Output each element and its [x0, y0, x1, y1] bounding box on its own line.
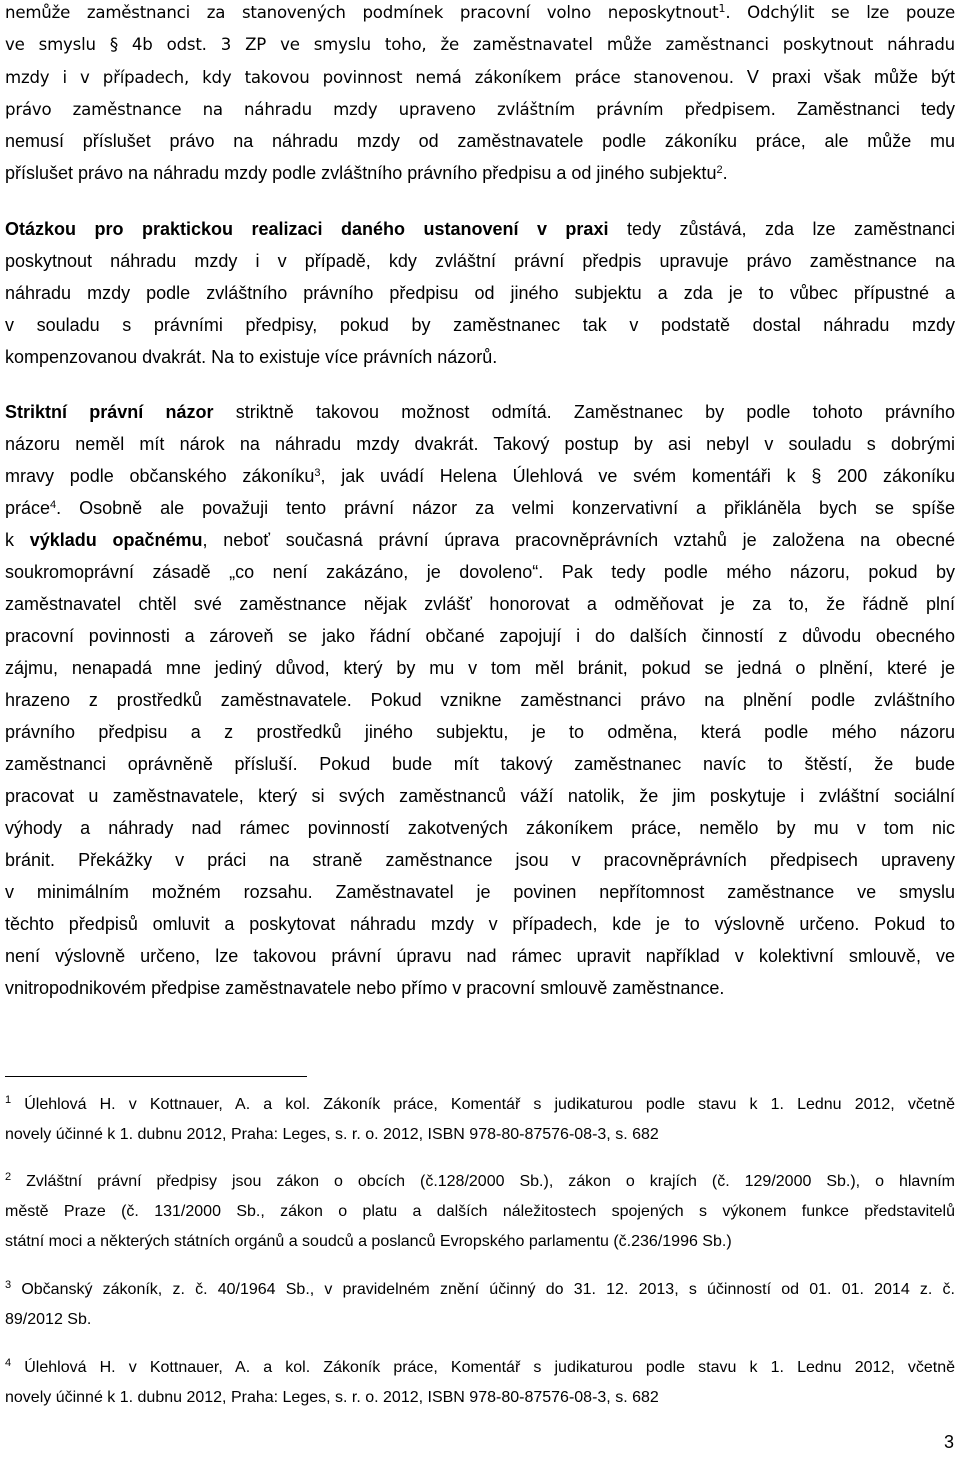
text-line: mravy podle občanského zákoníku$^3$, jak uvádí Helena Úlehlová ve svém komentáři k § 200 zákoníku	[5, 466, 955, 486]
footnote-ref[interactable]: 4	[50, 499, 57, 511]
text-line: právo zaměstnance na náhradu mzdy upraveno zvláštním právním předpisem. Zaměstnanci tedy	[5, 99, 955, 119]
footnote-line: novely účinné k 1. dubnu 2012, Praha: Leges, s. r. o. 2012, ISBN 978-80-87576-08-3, s. 682	[5, 1389, 659, 1406]
footnote	[5, 1275, 955, 1335]
text-line: zájmu, nenapadá mne jediný důvod, který by mu v tom měl bránit, pokud se jedná o plnění, které je	[5, 658, 955, 678]
intro-paragraph	[5, 0, 955, 189]
footnote-ref[interactable]: 2	[716, 164, 723, 176]
text-line: zaměstnanci oprávněně přísluší. Pokud bude mít takový zaměstnanec navíc to štěstí, že bude	[5, 754, 955, 774]
footnote-ref[interactable]: 3	[314, 467, 321, 479]
bold-phrase: Otázkou pro praktickou realizaci daného ustanovení v praxi	[5, 219, 609, 239]
strict-paragraph	[5, 396, 955, 1004]
text-line: Otázkou pro praktickou realizaci daného ustanovení v praxi tedy zůstává, zda lze zaměstnanci	[5, 219, 955, 239]
footnote-number: 3	[5, 1279, 12, 1291]
text-line: k výkladu opačnému, neboť současná právní úprava pracovněprávních vztahů je založena na obecné	[5, 530, 955, 550]
text-line: příslušet právo na náhradu mzdy podle zvláštního právního předpisu a od jiného subjektu$^2$.	[5, 163, 728, 183]
text-line: v minimálním možném rozsahu. Zaměstnavatel je povinen nepřítomnost zaměstnance ve smyslu	[5, 882, 955, 902]
footnote-line: $^4$ Úlehlová H. v Kottnauer, A. a kol. Zákoník práce, Komentář s judikaturou podle stavu k 1. Lednu 2012, včetně	[5, 1357, 955, 1376]
text-line: soukromoprávní zásadě „co není zakázáno, je dovoleno“. Pak tedy podle mého názoru, pokud by	[5, 562, 955, 582]
bold-phrase: Striktní právní názor	[5, 402, 214, 422]
text-line: nemůže zaměstnanci za stanovených podmínek pracovní volno neposkytnout$^1$. Odchýlit se lze pouze	[5, 2, 956, 22]
text-line: hrazeno z prostředků zaměstnavatele. Pokud vznikne zaměstnanci právo na plnění podle zvláštního	[5, 690, 955, 710]
footnote	[5, 1090, 955, 1150]
text-line: náhradu mzdy podle zvláštního právního předpisu od jiného subjektu a zda je to vůbec přípustné a	[5, 283, 955, 303]
text-line: v souladu s právními předpisy, pokud by zaměstnanec tak v podstatě dostal náhradu mzdy	[5, 315, 955, 335]
footnote	[5, 1167, 955, 1257]
text-line: není výslovně určeno, lze takovou právní úpravu nad rámec upravit například v kolektivní smlouvě, ve	[5, 946, 955, 966]
footnote-number: 2	[5, 1171, 12, 1183]
footnote-line: $^1$ Úlehlová H. v Kottnauer, A. a kol. Zákoník práce, Komentář s judikaturou podle stavu k 1. Lednu 2012, včetně	[5, 1094, 955, 1113]
text-line: kompenzovanou dvakrát. Na to existuje více právních názorů.	[5, 347, 498, 367]
text-line: výhody a náhrady nad rámec povinností zakotvených zákoníkem práce, nemělo by mu v tom nic	[5, 818, 955, 838]
text-line: mzdy i v případech, kdy takovou povinnost nemá zákoníkem práce stanovenou. V praxi však může být	[5, 67, 955, 87]
footnote-number: 1	[5, 1094, 12, 1106]
text-line: názoru neměl mít nárok na náhradu mzdy dvakrát. Takový postup by asi nebyl v souladu s dobrými	[5, 434, 955, 454]
footnote-number: 4	[5, 1357, 12, 1369]
bold-phrase: výkladu opačnému	[29, 530, 203, 550]
text-line: pracovní povinnosti a zároveň se jako řádní občané zapojují i do dalších činností z důvodu obecného	[5, 626, 955, 646]
footnote-line: novely účinné k 1. dubnu 2012, Praha: Leges, s. r. o. 2012, ISBN 978-80-87576-08-3, s. 682	[5, 1126, 659, 1143]
text-line: poskytnout náhradu mzdy i v případě, kdy zvláštní právní předpis upravuje právo zaměstnance na	[5, 251, 955, 271]
footnote-separator	[5, 1076, 307, 1077]
footnote-line: městě Praze (č. 131/2000 Sb., zákon o platu a dalších náležitostech spojených s výkonem funkce představitelů	[5, 1203, 955, 1220]
footnote-line: $^2$ Zvláštní právní předpisy jsou zákon o obcích (č.128/2000 Sb.), zákon o krajích (č. 129/2000 Sb.), o hlavním	[5, 1171, 956, 1190]
text-line: práce$^4$. Osobně ale považuji tento právní názor za velmi konzervativní a přikláněla bych se spíše	[5, 498, 955, 518]
text-line: vnitropodnikovém předpise zaměstnavatele nebo přímo v pracovní smlouvě zaměstnance.	[5, 978, 725, 998]
footnote-line: $^3$ Občanský zákoník, z. č. 40/1964 Sb., v pravidelném znění účinný do 31. 12. 2013, s účinností od 01. 01. 2014 z. č.	[5, 1279, 956, 1298]
text-line: Striktní právní názor striktně takovou možnost odmítá. Zaměstnanec by podle tohoto právního	[5, 402, 955, 422]
question-paragraph	[5, 213, 955, 373]
text-line: zaměstnavatel chtěl své zaměstnance nějak zvlášť honorovat a odměňovat je za to, že řádně plní	[5, 594, 955, 614]
footnote-ref[interactable]: 1	[718, 2, 726, 15]
footnote-line: státní moci a některých státních orgánů a soudců a poslanců Evropského parlamentu (č.236/1996 Sb.)	[5, 1233, 732, 1250]
footnote	[5, 1353, 955, 1413]
text-line: nemusí příslušet právo na náhradu mzdy od zaměstnavatele podle zákoníku práce, ale může mu	[5, 131, 955, 151]
text-line: právního předpisu a z prostředků jiného subjektu, je to odměna, která podle mého názoru	[5, 722, 955, 742]
page-number: 3	[943, 1432, 954, 1452]
text-line: ve smyslu § 4b odst. 3 ZP ve smyslu toho, že zaměstnavatel může zaměstnanci poskytnout náhradu	[5, 35, 955, 54]
text-line: těchto předpisů omluvit a poskytovat náhradu mzdy v případech, kde je to výslovně určeno. Pokud to	[5, 914, 955, 934]
text-line: pracovat u zaměstnavatele, který si svých zaměstnanců váží natolik, že jim poskytuje i zvláštní sociální	[5, 786, 955, 806]
text-line: bránit. Překážky v práci na straně zaměstnance jsou v pracovněprávních předpisech upraveny	[5, 850, 955, 870]
footnote-line: 89/2012 Sb.	[5, 1311, 92, 1328]
